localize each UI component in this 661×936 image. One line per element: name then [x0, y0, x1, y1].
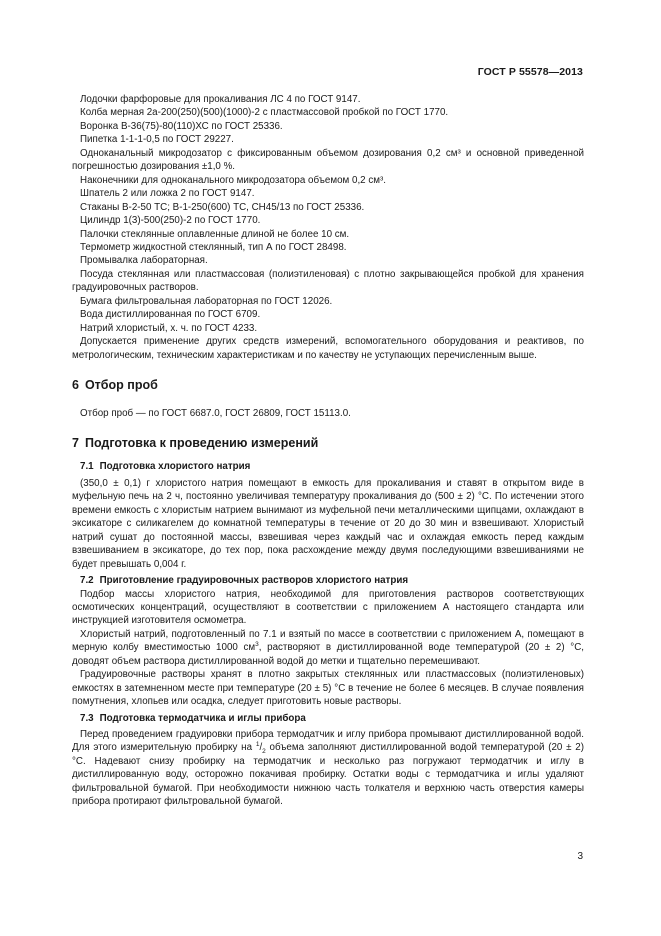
page-content	[72, 93, 584, 809]
subsection-number: 7.1	[80, 461, 94, 473]
list-item: Стаканы В-2-50 ТС; В-1-250(600) ТС, СН45/13 по ГОСТ 25336.	[80, 201, 365, 213]
list-item: Вода дистиллированная по ГОСТ 6709.	[80, 309, 261, 321]
list-item: Колба мерная 2а-200(250)(500)(1000)-2 с пластмассовой пробкой по ГОСТ 1770.	[80, 107, 449, 119]
subsection-7-3-paragraph: Перед проведением градуировки прибора термодатчик и иглу прибора промывают дистиллированной водой. Для этого измерительную пробирку на $^1/_2$ объема заполняют дистиллированной водой температурой (20 ± 2) °С. Надевают снизу пробирку на термодатчик и несколько раз погружают термодатчик и иглу в дистиллированную воду, осторожно покачивая пробирку. Остатки воды с термодатчика и иглы удаляют фильтровальной бумагой. При необходимости нижнюю часть толкателя и верхнюю часть отверстия камеры прибора протирают фильтровальной бумагой.	[72, 729, 584, 808]
page-number: 3	[577, 851, 583, 862]
subsection-7-2-paragraph	[72, 628, 584, 668]
list-item: Промывалка лабораторная.	[80, 255, 208, 267]
subsection-7-1-heading	[72, 460, 584, 473]
subsection-7-1-text: (350,0 ± 0,1) г хлористого натрия помещают в емкость для прокаливания и ставят в открытом виде в муфельную печь на 2 ч, постоянно увеличивая температуру прокаливания до (500 ± 2) °С. По истечении этого времени емкость с хлористым натрием вынимают из муфельной печи металлическими щипцами, охлаждают в эксикаторе с силикагелем до комнатной температуры в течение от 20 до 30 мин и взвешивают. Хлористый натрий сушат до постоянной массы, взвешивая через каждый час и охлаждая емкость перед каждым взвешиванием в эксикаторе, до тех пор, пока расхождение между двумя последующими взвешиваниями не будет превышать 0,004 г.	[72, 477, 584, 570]
subsection-7-2-paragraph: Подбор массы хлористого натрия, необходимой для приготовления растворов соответствующих осмотических концентраций, осуществляют в соответствии с приложением А настоящего стандарта или инструкцией изготовителя осмометра.	[72, 588, 584, 627]
list-item: Пипетка 1-1-1-0,5 по ГОСТ 29227.	[80, 134, 234, 146]
section-7-heading	[72, 437, 584, 450]
subsection-title: Подготовка хлористого натрия	[99, 461, 251, 473]
section-title: Отбор проб	[84, 378, 158, 393]
list-item: Шпатель 2 или ложка 2 по ГОСТ 9147.	[80, 188, 255, 200]
section-title: Подготовка к проведению измерений	[84, 435, 319, 450]
list-item: Посуда стеклянная или пластмассовая (полиэтиленовая) с плотно закрывающейся пробкой для хранения градуировочных растворов.	[72, 268, 584, 294]
text-run: Хлористый натрий, подготовленный по 7.1 и взятый по массе в соответствии с приложением А, помещают в мерную колбу вместимостью 1000 см	[72, 628, 584, 654]
subsection-title: Подготовка термодатчика и иглы прибора	[99, 712, 306, 724]
fraction-numerator: 1	[255, 741, 260, 749]
list-item: Бумага фильтровальная лабораторная по ГОСТ 12026.	[80, 295, 333, 307]
list-item: Одноканальный микродозатор с фиксированным объемом дозирования 0,2 см³ и основной приведенной погрешностью дозирования ±1,0 %.	[72, 147, 584, 173]
subsection-number: 7.2	[80, 575, 94, 587]
subsection-7-2-heading	[72, 574, 584, 587]
subsection-number: 7.3	[80, 712, 94, 724]
subsection-7-2-paragraph: Градуировочные растворы хранят в плотно закрытых стеклянных или пластмассовых (полиэтиленовых) емкостях в затемненном месте при температуре (20 ± 5) °С в течение не более 6 месяцев. В случае появления помутнения, хлопьев или осадка, следует приготовить новые растворы.	[72, 669, 584, 708]
list-item: Термометр жидкостной стеклянный, тип А по ГОСТ 28498.	[80, 241, 347, 253]
superscript: 3	[255, 641, 259, 649]
section-number: 6	[72, 378, 79, 393]
list-item: Наконечники для одноканального микродозатора объемом 0,2 см³.	[80, 174, 386, 186]
list-item: Допускается применение других средств измерений, вспомогательного оборудования и реактивов, по метрологическим, техническим характеристикам и по качеству не уступающих перечисленным выше.	[72, 336, 584, 361]
section-6-heading	[72, 379, 584, 392]
list-item: Натрий хлористый, х. ч. по ГОСТ 4233.	[80, 322, 258, 334]
section-number: 7	[72, 435, 79, 450]
text-run: объема заполняют дистиллированной водой температурой (20 ± 2) °С. Надевают снизу пробирку на термодатчик и несколько раз погружают термодатчик и иглу в дистиллированную воду, осторожно покачивая пробирку. Остатки воды с термодатчика и иглы удаляют фильтровальной бумагой. При необходимости нижнюю часть толкателя и верхнюю часть отверстия камеры прибора протирают фильтровальной бумагой.	[72, 742, 584, 808]
equipment-list	[72, 93, 584, 362]
subsection-title: Приготовление градуировочных растворов хлористого натрия	[99, 575, 409, 587]
list-item: Палочки стеклянные оплавленные длиной не более 10 см.	[80, 228, 350, 240]
fraction-denominator: 2	[262, 748, 266, 756]
text-run: , растворяют в дистиллированной воде температурой (20 ± 2) °С, доводят объем раствора дистиллированной водой до метки и тщательно перемешивают.	[72, 642, 585, 667]
list-item: Цилиндр 1(3)-500(250)-2 по ГОСТ 1770.	[80, 215, 261, 227]
list-item: Воронка В-36(75)-80(110)ХС по ГОСТ 25336.	[80, 120, 283, 132]
document-code: ГОСТ Р 55578—2013	[477, 66, 583, 78]
subsection-7-3-heading	[72, 712, 584, 725]
list-item: Лодочки фарфоровые для прокаливания ЛС 4 по ГОСТ 9147.	[80, 94, 361, 105]
section-6-text: Отбор проб — по ГОСТ 6687.0, ГОСТ 26809, ГОСТ 15113.0.	[80, 407, 351, 419]
text-run: Перед проведением градуировки прибора термодатчик и иглу прибора промывают дистиллированной водой. Для этого измерительную пробирку на	[72, 729, 584, 754]
